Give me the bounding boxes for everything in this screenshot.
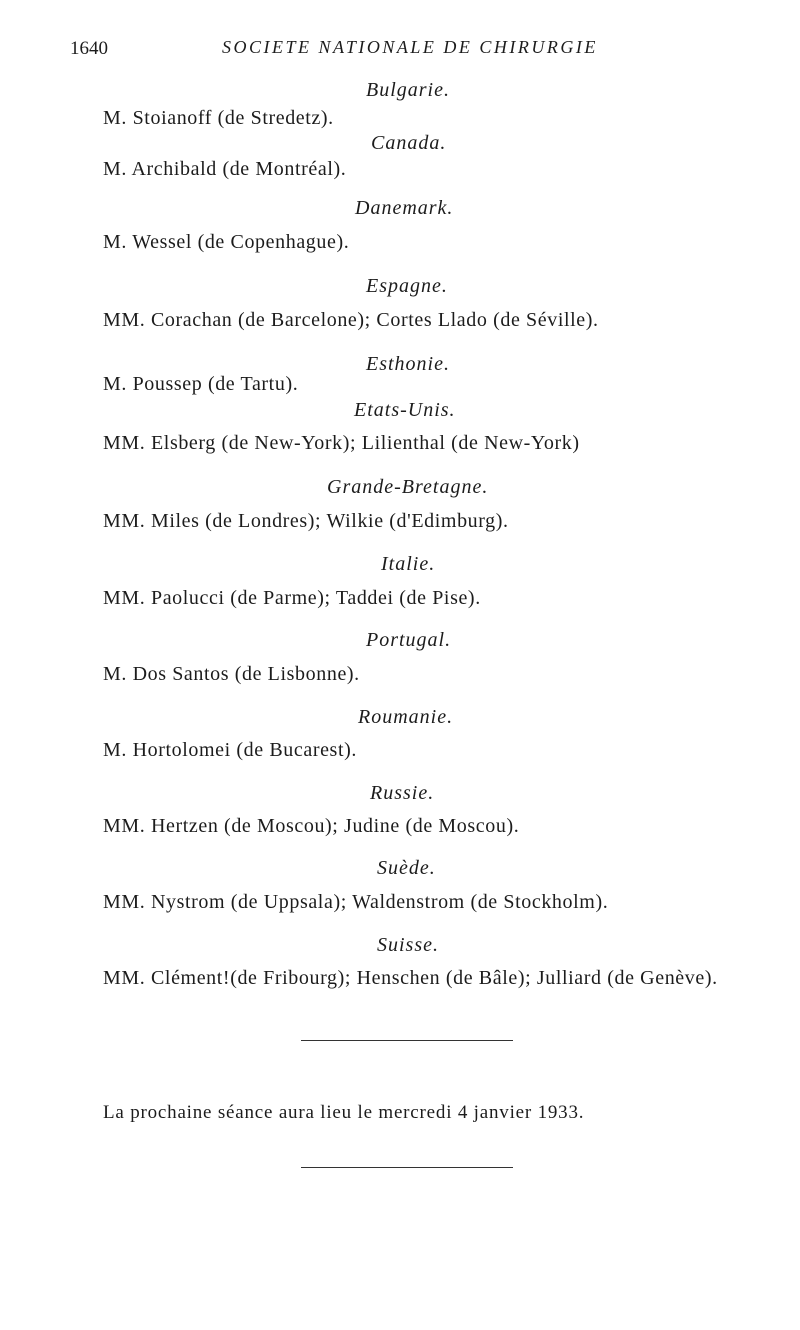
page-number: 1640	[70, 38, 108, 59]
country-heading: Canada.	[371, 132, 447, 154]
separator-rule	[301, 1167, 513, 1168]
member-entry: MM. Hertzen (de Moscou); Judine (de Moscou).	[103, 815, 520, 837]
member-entry: M. Wessel (de Copenhague).	[103, 231, 350, 253]
member-entry: M. Stoianoff (de Stredetz).	[103, 107, 334, 129]
country-heading: Etats-Unis.	[354, 399, 456, 421]
member-entry: M. Archibald (de Montréal).	[103, 158, 347, 180]
country-heading: Grande-Bretagne.	[327, 476, 489, 498]
member-entry: MM. Nystrom (de Uppsala); Waldenstrom (de Stockholm).	[103, 891, 609, 913]
member-entry: M. Hortolomei (de Bucarest).	[103, 739, 357, 761]
member-entry: M. Dos Santos (de Lisbonne).	[103, 663, 360, 685]
member-entry: MM. Miles (de Londres); Wilkie (d'Edimburg).	[103, 510, 509, 532]
next-session-note: La prochaine séance aura lieu le mercredi 4 janvier 1933.	[103, 1102, 585, 1123]
country-heading: Suède.	[377, 857, 436, 879]
country-heading: Espagne.	[366, 275, 448, 297]
country-heading: Portugal.	[366, 629, 452, 651]
running-header: SOCIETE NATIONALE DE CHIRURGIE	[222, 37, 598, 57]
member-entry: MM. Corachan (de Barcelone); Cortes Llado (de Séville).	[103, 309, 599, 331]
separator-rule	[301, 1040, 513, 1041]
country-heading: Danemark.	[355, 197, 454, 219]
member-entry: MM. Paolucci (de Parme); Taddei (de Pise).	[103, 587, 481, 609]
member-entry: MM. Elsberg (de New-York); Lilienthal (de New-York)	[103, 432, 580, 454]
country-heading: Roumanie.	[358, 706, 454, 728]
country-heading: Esthonie.	[366, 353, 450, 375]
country-heading: Russie.	[370, 782, 435, 804]
member-entry: M. Poussep (de Tartu).	[103, 373, 299, 395]
country-heading: Suisse.	[377, 934, 439, 956]
country-heading: Italie.	[381, 553, 436, 575]
member-entry: MM. Clément!(de Fribourg); Henschen (de Bâle); Julliard (de Genève).	[103, 967, 718, 989]
country-heading: Bulgarie.	[366, 79, 450, 101]
